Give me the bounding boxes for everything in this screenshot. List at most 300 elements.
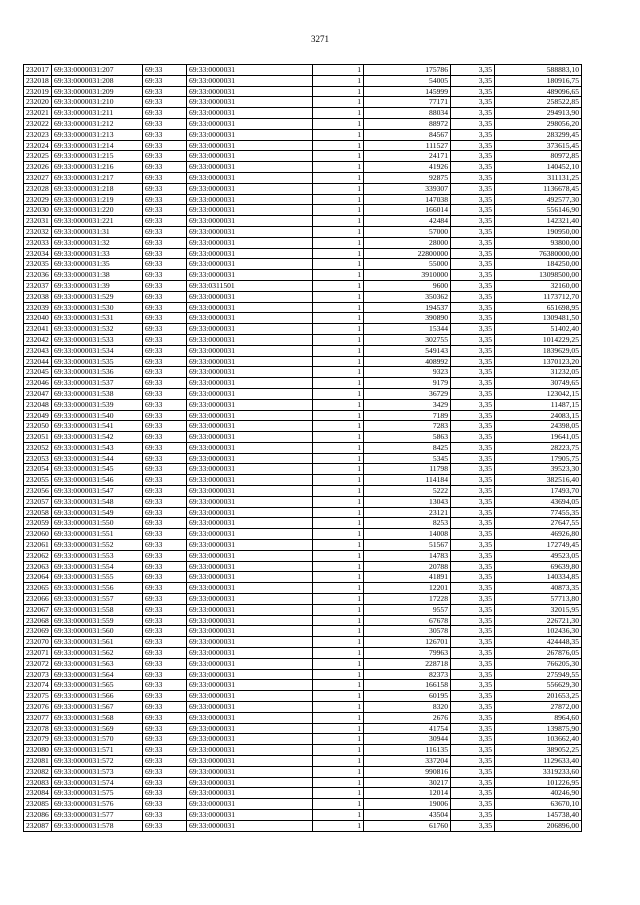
row-number-cell: 232066 [24, 594, 52, 605]
quarter-cell: 69:33:0000031 [187, 540, 313, 551]
table-row [24, 486, 582, 497]
district-cell: 69:33 [143, 702, 187, 713]
quarter-cell: 69:33:0000031 [187, 648, 313, 659]
quarter-cell: 69:33:0000031 [187, 151, 313, 162]
quarter-cell: 69:33:0000031 [187, 604, 313, 615]
quarter-cell: 69:33:0000031 [187, 486, 313, 497]
rate-cell: 3,35 [451, 129, 495, 140]
area-cell: 8320 [364, 702, 451, 713]
table-row [24, 118, 582, 129]
row-number-cell: 232018 [24, 75, 52, 86]
count-cell: 1 [313, 313, 364, 324]
quarter-cell: 69:33:0000031 [187, 572, 313, 583]
value-cell: 311131,25 [495, 172, 582, 183]
rate-cell: 3,35 [451, 248, 495, 259]
quarter-cell: 69:33:0000031 [187, 183, 313, 194]
table-row [24, 442, 582, 453]
cadastral-number-cell: 69:33:0000031:566 [52, 691, 143, 702]
count-cell: 1 [313, 280, 364, 291]
area-cell: 28000 [364, 237, 451, 248]
rate-cell: 3,35 [451, 820, 495, 831]
quarter-cell: 69:33:0000031 [187, 259, 313, 270]
area-cell: 82373 [364, 669, 451, 680]
district-cell: 69:33 [143, 216, 187, 227]
district-cell: 69:33 [143, 140, 187, 151]
quarter-cell: 69:33:0000031 [187, 809, 313, 820]
count-cell: 1 [313, 604, 364, 615]
district-cell: 69:33 [143, 75, 187, 86]
cadastral-number-cell: 69:33:0000031:572 [52, 756, 143, 767]
table-body [24, 65, 582, 832]
table-row [24, 464, 582, 475]
cadastral-number-cell: 69:33:0000031:207 [52, 65, 143, 76]
value-cell: 145738,40 [495, 809, 582, 820]
rate-cell: 3,35 [451, 280, 495, 291]
area-cell: 194537 [364, 302, 451, 313]
count-cell: 1 [313, 237, 364, 248]
area-cell: 36729 [364, 388, 451, 399]
quarter-cell: 69:33:0000031 [187, 615, 313, 626]
value-cell: 1839629,05 [495, 345, 582, 356]
area-cell: 24171 [364, 151, 451, 162]
count-cell: 1 [313, 626, 364, 637]
count-cell: 1 [313, 216, 364, 227]
count-cell: 1 [313, 507, 364, 518]
district-cell: 69:33 [143, 658, 187, 669]
row-number-cell: 232027 [24, 172, 52, 183]
area-cell: 41926 [364, 162, 451, 173]
row-number-cell: 232048 [24, 399, 52, 410]
rate-cell: 3,35 [451, 270, 495, 281]
row-number-cell: 232076 [24, 702, 52, 713]
district-cell: 69:33 [143, 97, 187, 108]
table-row [24, 356, 582, 367]
table-row [24, 702, 582, 713]
quarter-cell: 69:33:0000031 [187, 140, 313, 151]
table-row [24, 270, 582, 281]
quarter-cell: 69:33:0000031 [187, 345, 313, 356]
cadastral-number-cell: 69:33:0000031:561 [52, 637, 143, 648]
value-cell: 1173712,70 [495, 291, 582, 302]
count-cell: 1 [313, 118, 364, 129]
table-row [24, 669, 582, 680]
row-number-cell: 232060 [24, 529, 52, 540]
value-cell: 17905,75 [495, 453, 582, 464]
district-cell: 69:33 [143, 129, 187, 140]
cadastral-number-cell: 69:33:0000031:543 [52, 442, 143, 453]
table-row [24, 313, 582, 324]
cadastral-number-cell: 69:33:0000031:563 [52, 658, 143, 669]
count-cell: 1 [313, 691, 364, 702]
area-cell: 228718 [364, 658, 451, 669]
count-cell: 1 [313, 410, 364, 421]
count-cell: 1 [313, 594, 364, 605]
row-number-cell: 232069 [24, 626, 52, 637]
rate-cell: 3,35 [451, 550, 495, 561]
quarter-cell: 69:33:0000031 [187, 172, 313, 183]
area-cell: 61760 [364, 820, 451, 831]
count-cell: 1 [313, 572, 364, 583]
table-row [24, 637, 582, 648]
table-row [24, 367, 582, 378]
rate-cell: 3,35 [451, 604, 495, 615]
row-number-cell: 232021 [24, 108, 52, 119]
district-cell: 69:33 [143, 669, 187, 680]
rate-cell: 3,35 [451, 334, 495, 345]
row-number-cell: 232063 [24, 561, 52, 572]
row-number-cell: 232086 [24, 809, 52, 820]
row-number-cell: 232061 [24, 540, 52, 551]
district-cell: 69:33 [143, 594, 187, 605]
quarter-cell: 69:33:0000031 [187, 626, 313, 637]
quarter-cell: 69:33:0000031 [187, 691, 313, 702]
area-cell: 390890 [364, 313, 451, 324]
row-number-cell: 232081 [24, 756, 52, 767]
table-row [24, 378, 582, 389]
value-cell: 373615,45 [495, 140, 582, 151]
area-cell: 14783 [364, 550, 451, 561]
cadastral-number-cell: 69:33:0000031:578 [52, 820, 143, 831]
count-cell: 1 [313, 399, 364, 410]
value-cell: 39523,30 [495, 464, 582, 475]
quarter-cell: 69:33:0000031 [187, 745, 313, 756]
district-cell: 69:33 [143, 205, 187, 216]
value-cell: 184250,00 [495, 259, 582, 270]
value-cell: 19641,05 [495, 432, 582, 443]
row-number-cell: 232019 [24, 86, 52, 97]
table-row [24, 712, 582, 723]
rate-cell: 3,35 [451, 777, 495, 788]
cadastral-number-cell: 69:33:0000031:575 [52, 788, 143, 799]
area-cell: 408992 [364, 356, 451, 367]
area-cell: 3910000 [364, 270, 451, 281]
table-row [24, 518, 582, 529]
value-cell: 258522,85 [495, 97, 582, 108]
quarter-cell: 69:33:0000031 [187, 529, 313, 540]
area-cell: 175786 [364, 65, 451, 76]
quarter-cell: 69:33:0000031 [187, 65, 313, 76]
district-cell: 69:33 [143, 399, 187, 410]
rate-cell: 3,35 [451, 237, 495, 248]
row-number-cell: 232020 [24, 97, 52, 108]
row-number-cell: 232070 [24, 637, 52, 648]
row-number-cell: 232031 [24, 216, 52, 227]
area-cell: 9323 [364, 367, 451, 378]
area-cell: 12014 [364, 788, 451, 799]
rate-cell: 3,35 [451, 745, 495, 756]
district-cell: 69:33 [143, 270, 187, 281]
district-cell: 69:33 [143, 518, 187, 529]
count-cell: 1 [313, 162, 364, 173]
count-cell: 1 [313, 172, 364, 183]
quarter-cell: 69:33:0000031 [187, 324, 313, 335]
rate-cell: 3,35 [451, 626, 495, 637]
row-number-cell: 232058 [24, 507, 52, 518]
value-cell: 69639,80 [495, 561, 582, 572]
count-cell: 1 [313, 561, 364, 572]
cadastral-number-cell: 69:33:0000031:548 [52, 496, 143, 507]
cadastral-number-cell: 69:33:0000031:550 [52, 518, 143, 529]
cadastral-number-cell: 69:33:0000031:221 [52, 216, 143, 227]
quarter-cell: 69:33:0000031 [187, 550, 313, 561]
district-cell: 69:33 [143, 313, 187, 324]
rate-cell: 3,35 [451, 205, 495, 216]
cadastral-number-cell: 69:33:0000031:553 [52, 550, 143, 561]
table-row [24, 302, 582, 313]
value-cell: 556146,90 [495, 205, 582, 216]
district-cell: 69:33 [143, 194, 187, 205]
cadastral-number-cell: 69:33:0000031:569 [52, 723, 143, 734]
count-cell: 1 [313, 183, 364, 194]
district-cell: 69:33 [143, 162, 187, 173]
table-row [24, 572, 582, 583]
district-cell: 69:33 [143, 453, 187, 464]
table-row [24, 108, 582, 119]
quarter-cell: 69:33:0000031 [187, 583, 313, 594]
table-row [24, 648, 582, 659]
area-cell: 23121 [364, 507, 451, 518]
row-number-cell: 232045 [24, 367, 52, 378]
table-row [24, 248, 582, 259]
cadastral-number-cell: 69:33:0000031:529 [52, 291, 143, 302]
district-cell: 69:33 [143, 172, 187, 183]
rate-cell: 3,35 [451, 756, 495, 767]
cadastral-number-cell: 69:33:0000031:216 [52, 162, 143, 173]
value-cell: 588883,10 [495, 65, 582, 76]
quarter-cell: 69:33:0000031 [187, 734, 313, 745]
district-cell: 69:33 [143, 442, 187, 453]
count-cell: 1 [313, 712, 364, 723]
district-cell: 69:33 [143, 766, 187, 777]
quarter-cell: 69:33:0000031 [187, 702, 313, 713]
area-cell: 145999 [364, 86, 451, 97]
rate-cell: 3,35 [451, 702, 495, 713]
area-cell: 7189 [364, 410, 451, 421]
cadastral-number-cell: 69:33:0000031:531 [52, 313, 143, 324]
cadastral-number-cell: 69:33:0000031:532 [52, 324, 143, 335]
cadastral-number-cell: 69:33:0000031:217 [52, 172, 143, 183]
row-number-cell: 232079 [24, 734, 52, 745]
rate-cell: 3,35 [451, 118, 495, 129]
district-cell: 69:33 [143, 626, 187, 637]
cadastral-number-cell: 69:33:0000031:33 [52, 248, 143, 259]
row-number-cell: 232084 [24, 788, 52, 799]
value-cell: 766205,30 [495, 658, 582, 669]
quarter-cell: 69:33:0000031 [187, 799, 313, 810]
value-cell: 201653,25 [495, 691, 582, 702]
rate-cell: 3,35 [451, 723, 495, 734]
area-cell: 9600 [364, 280, 451, 291]
rate-cell: 3,35 [451, 442, 495, 453]
rate-cell: 3,35 [451, 324, 495, 335]
district-cell: 69:33 [143, 334, 187, 345]
quarter-cell: 69:33:0000031 [187, 194, 313, 205]
district-cell: 69:33 [143, 464, 187, 475]
count-cell: 1 [313, 745, 364, 756]
quarter-cell: 69:33:0000031 [187, 226, 313, 237]
cadastral-number-cell: 69:33:0000031:211 [52, 108, 143, 119]
area-cell: 302755 [364, 334, 451, 345]
district-cell: 69:33 [143, 475, 187, 486]
count-cell: 1 [313, 259, 364, 270]
rate-cell: 3,35 [451, 637, 495, 648]
quarter-cell: 69:33:0000031 [187, 637, 313, 648]
cadastral-number-cell: 69:33:0000031:533 [52, 334, 143, 345]
table-row [24, 410, 582, 421]
row-number-cell: 232062 [24, 550, 52, 561]
rate-cell: 3,35 [451, 226, 495, 237]
district-cell: 69:33 [143, 367, 187, 378]
quarter-cell: 69:33:0000031 [187, 248, 313, 259]
count-cell: 1 [313, 583, 364, 594]
rate-cell: 3,35 [451, 572, 495, 583]
table-row [24, 216, 582, 227]
district-cell: 69:33 [143, 745, 187, 756]
district-cell: 69:33 [143, 637, 187, 648]
rate-cell: 3,35 [451, 399, 495, 410]
cadastral-number-cell: 69:33:0000031:552 [52, 540, 143, 551]
value-cell: 76380000,00 [495, 248, 582, 259]
rate-cell: 3,35 [451, 648, 495, 659]
value-cell: 226721,30 [495, 615, 582, 626]
value-cell: 24083,15 [495, 410, 582, 421]
area-cell: 54005 [364, 75, 451, 86]
cadastral-number-cell: 69:33:0000031:541 [52, 421, 143, 432]
table-row [24, 75, 582, 86]
rate-cell: 3,35 [451, 799, 495, 810]
value-cell: 283299,45 [495, 129, 582, 140]
row-number-cell: 232037 [24, 280, 52, 291]
cadastral-number-cell: 69:33:0000031:574 [52, 777, 143, 788]
cadastral-number-cell: 69:33:0000031:213 [52, 129, 143, 140]
area-cell: 114184 [364, 475, 451, 486]
rate-cell: 3,35 [451, 108, 495, 119]
district-cell: 69:33 [143, 237, 187, 248]
rate-cell: 3,35 [451, 65, 495, 76]
area-cell: 337204 [364, 756, 451, 767]
row-number-cell: 232050 [24, 421, 52, 432]
rate-cell: 3,35 [451, 86, 495, 97]
row-number-cell: 232028 [24, 183, 52, 194]
value-cell: 492577,30 [495, 194, 582, 205]
count-cell: 1 [313, 97, 364, 108]
table-row [24, 237, 582, 248]
quarter-cell: 69:33:0000031 [187, 432, 313, 443]
area-cell: 350362 [364, 291, 451, 302]
rate-cell: 3,35 [451, 453, 495, 464]
value-cell: 31232,05 [495, 367, 582, 378]
value-cell: 40246,90 [495, 788, 582, 799]
count-cell: 1 [313, 151, 364, 162]
value-cell: 424448,35 [495, 637, 582, 648]
value-cell: 30749,65 [495, 378, 582, 389]
value-cell: 123042,15 [495, 388, 582, 399]
quarter-cell: 69:33:0000031 [187, 75, 313, 86]
value-cell: 489096,65 [495, 86, 582, 97]
district-cell: 69:33 [143, 583, 187, 594]
table-row [24, 421, 582, 432]
count-cell: 1 [313, 324, 364, 335]
cadastral-number-cell: 69:33:0000031:568 [52, 712, 143, 723]
count-cell: 1 [313, 345, 364, 356]
value-cell: 103662,40 [495, 734, 582, 745]
district-cell: 69:33 [143, 324, 187, 335]
count-cell: 1 [313, 464, 364, 475]
count-cell: 1 [313, 108, 364, 119]
count-cell: 1 [313, 378, 364, 389]
quarter-cell: 69:33:0000031 [187, 291, 313, 302]
area-cell: 9557 [364, 604, 451, 615]
area-cell: 12201 [364, 583, 451, 594]
cadastral-number-cell: 69:33:0000031:210 [52, 97, 143, 108]
quarter-cell: 69:33:0000031 [187, 86, 313, 97]
table-row [24, 183, 582, 194]
table-row [24, 799, 582, 810]
count-cell: 1 [313, 788, 364, 799]
quarter-cell: 69:33:0000031 [187, 820, 313, 831]
count-cell: 1 [313, 442, 364, 453]
table-row [24, 691, 582, 702]
district-cell: 69:33 [143, 291, 187, 302]
cadastral-number-cell: 69:33:0000031:570 [52, 734, 143, 745]
cadastral-number-cell: 69:33:0000031:39 [52, 280, 143, 291]
row-number-cell: 232038 [24, 291, 52, 302]
value-cell: 206896,00 [495, 820, 582, 831]
value-cell: 389052,25 [495, 745, 582, 756]
area-cell: 9179 [364, 378, 451, 389]
row-number-cell: 232082 [24, 766, 52, 777]
row-number-cell: 232075 [24, 691, 52, 702]
count-cell: 1 [313, 820, 364, 831]
quarter-cell: 69:33:0000031 [187, 237, 313, 248]
cadastral-number-cell: 69:33:0000031:558 [52, 604, 143, 615]
rate-cell: 3,35 [451, 140, 495, 151]
row-number-cell: 232046 [24, 378, 52, 389]
quarter-cell: 69:33:0000031 [187, 313, 313, 324]
cadastral-number-cell: 69:33:0000031:567 [52, 702, 143, 713]
cadastral-number-cell: 69:33:0000031:212 [52, 118, 143, 129]
count-cell: 1 [313, 799, 364, 810]
quarter-cell: 69:33:0000031 [187, 302, 313, 313]
row-number-cell: 232068 [24, 615, 52, 626]
district-cell: 69:33 [143, 410, 187, 421]
area-cell: 13043 [364, 496, 451, 507]
rate-cell: 3,35 [451, 302, 495, 313]
area-cell: 8425 [364, 442, 451, 453]
value-cell: 1370123,20 [495, 356, 582, 367]
row-number-cell: 232078 [24, 723, 52, 734]
area-cell: 88034 [364, 108, 451, 119]
cadastral-number-cell: 69:33:0000031:549 [52, 507, 143, 518]
cadastral-number-cell: 69:33:0000031:31 [52, 226, 143, 237]
value-cell: 80972,85 [495, 151, 582, 162]
count-cell: 1 [313, 432, 364, 443]
cadastral-number-cell: 69:33:0000031:214 [52, 140, 143, 151]
area-cell: 30944 [364, 734, 451, 745]
district-cell: 69:33 [143, 248, 187, 259]
row-number-cell: 232039 [24, 302, 52, 313]
count-cell: 1 [313, 809, 364, 820]
table-row [24, 226, 582, 237]
rate-cell: 3,35 [451, 432, 495, 443]
count-cell: 1 [313, 291, 364, 302]
count-cell: 1 [313, 702, 364, 713]
rate-cell: 3,35 [451, 97, 495, 108]
row-number-cell: 232017 [24, 65, 52, 76]
table-row [24, 788, 582, 799]
quarter-cell: 69:33:0000031 [187, 766, 313, 777]
count-cell: 1 [313, 496, 364, 507]
